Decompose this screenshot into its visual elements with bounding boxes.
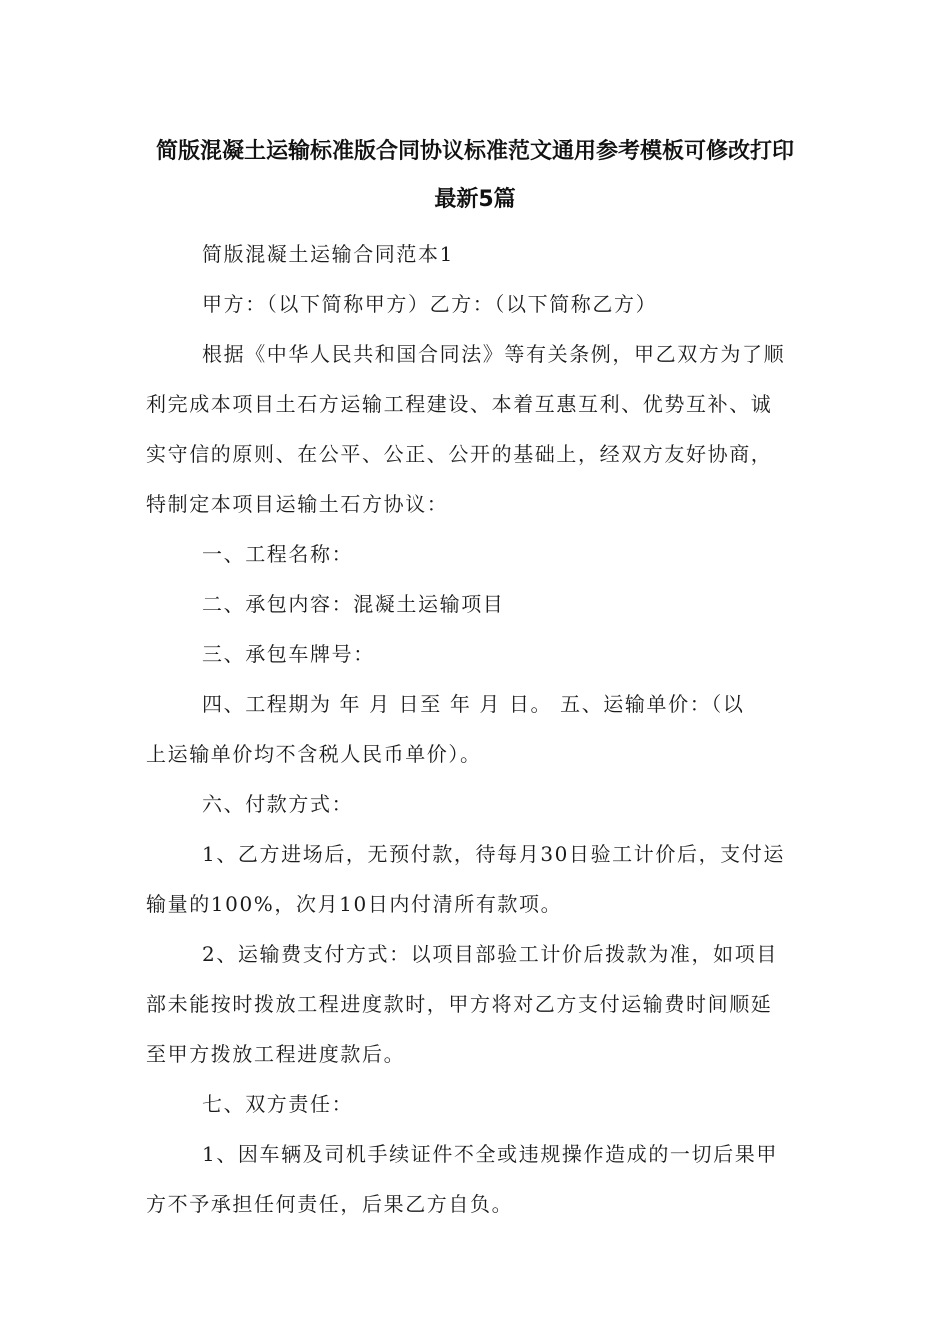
paragraph-line: 实守信的原则、在公平、公正、公开的基础上，经双方友好协商，	[146, 442, 773, 466]
paragraph-line: 1、因车辆及司机手续证件不全或违规操作造成的一切后果甲	[202, 1142, 778, 1166]
paragraph-line: 根据《中华人民共和国合同法》等有关条例，甲乙双方为了顺	[202, 342, 786, 366]
section-heading: 简版混凝土运输合同范本1	[202, 242, 454, 266]
parties-line: 甲方：（以下简称甲方）乙方：（以下简称乙方）	[202, 292, 658, 316]
clause-contract-content: 二、承包内容：混凝土运输项目	[202, 592, 505, 616]
paragraph-line: 方不予承担任何责任，后果乙方自负。	[146, 1192, 514, 1216]
clause-period-price: 四、工程期为 年 月 日至 年 月 日。 五、运输单价：（以	[202, 692, 745, 716]
document-title-line-2: 最新5篇	[434, 187, 516, 212]
paragraph-line: 2、运输费支付方式：以项目部验工计价后拨款为准，如项目	[202, 942, 778, 966]
clause-responsibilities: 七、双方责任：	[202, 1092, 354, 1116]
document-body	[146, 229, 806, 1229]
paragraph-line: 利完成本项目土石方运输工程建设、本着互惠互利、优势互补、诚	[146, 392, 773, 416]
paragraph-line: 特制定本项目运输土石方协议：	[146, 492, 449, 516]
paragraph-line: 部未能按时拨放工程进度款时，甲方将对乙方支付运输费时间顺延	[146, 992, 773, 1016]
clause-payment: 六、付款方式：	[202, 792, 354, 816]
clause-plate-number: 三、承包车牌号：	[202, 642, 375, 666]
paragraph-line: 上运输单价均不含税人民币单价）。	[146, 742, 482, 766]
clause-project-name: 一、工程名称：	[202, 542, 354, 566]
document-title-line-1: 简版混凝土运输标准版合同协议标准范文通用参考模板可修改打印	[155, 139, 794, 164]
paragraph-line: 至甲方拨放工程进度款后。	[146, 1042, 406, 1066]
paragraph-line: 1、乙方进场后，无预付款，待每月30日验工计价后，支付运	[202, 842, 785, 866]
paragraph-line: 输量的100%，次月10日内付清所有款项。	[146, 892, 563, 916]
